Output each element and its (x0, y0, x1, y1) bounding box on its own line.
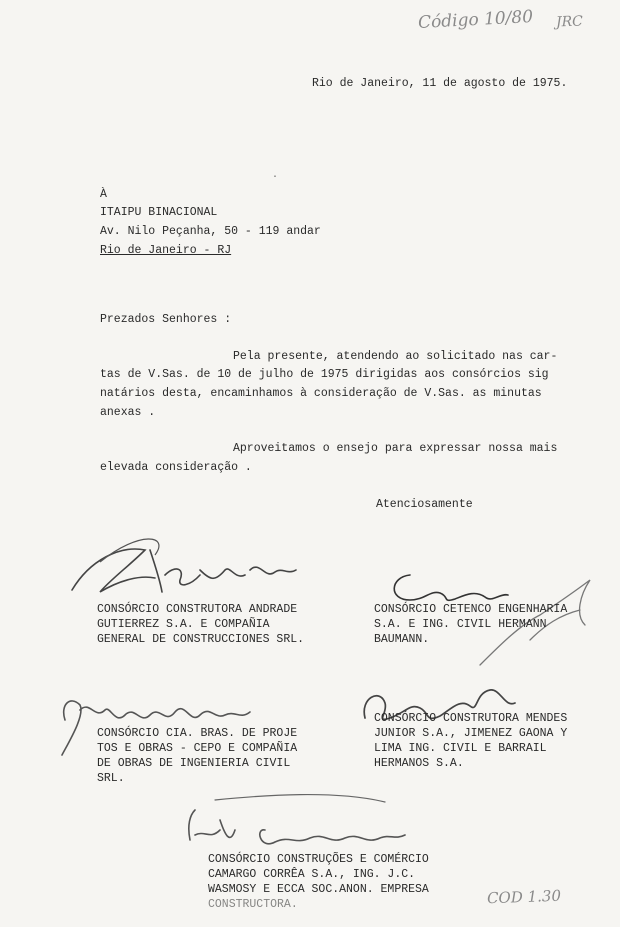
handwritten-signature (60, 520, 310, 610)
bottom-code-note: COD 1.30 (486, 886, 562, 908)
signatory-line: WASMOSY E ECCA SOC.ANON. EMPRESA (208, 883, 429, 896)
pencil-mark: · (272, 172, 279, 183)
body-line: anexas . (100, 406, 156, 419)
salutation: Prezados Senhores : (100, 313, 232, 326)
signatory-line: CONSÓRCIO CIA. BRAS. DE PROJE (97, 727, 298, 740)
recipient-address: Av. Nilo Peçanha, 50 - 119 andar (100, 225, 321, 238)
signatory-line: CONSÓRCIO CETENCO ENGENHARIA (374, 603, 568, 616)
body-line: Aproveitamos o ensejo para expressar nossa mais (233, 442, 558, 455)
body-line: Pela presente, atendendo ao solicitado nas car- (233, 350, 558, 363)
signatory-line: CONSÓRCIO CONSTRUTORA ANDRADE (97, 603, 298, 616)
signatory-line: DE OBRAS DE INGENIERIA CIVIL (97, 757, 291, 770)
signatory-line: GENERAL DE CONSTRUCCIONES SRL. (97, 633, 305, 646)
signatory-line: HERMANOS S.A. (374, 757, 464, 770)
signatory-line: S.A. E ING. CIVIL HERMANN (374, 618, 547, 631)
initials-note: JRC (555, 13, 584, 31)
signatory-line: GUTIERREZ S.A. E COMPAÑIA (97, 618, 270, 631)
signatory-line: LIMA ING. CIVIL E BARRAIL (374, 742, 547, 755)
closing: Atenciosamente (376, 498, 473, 511)
recipient-city: Rio de Janeiro - RJ (100, 244, 232, 257)
signatory-line: SRL. (97, 772, 125, 785)
signatory-line: CONSÓRCIO CONSTRUÇÕES E COMÉRCIO (208, 853, 429, 866)
signatory-line: BAUMANN. (374, 633, 430, 646)
signatory-line: CONSTRUCTORA. (208, 898, 298, 911)
place-date: Rio de Janeiro, 11 de agosto de 1975. (312, 77, 568, 90)
signatory-line: TOS E OBRAS - CEPO E COMPAÑIA (97, 742, 298, 755)
body-line: tas de V.Sas. de 10 de julho de 1975 dirigidas aos consórcios sig (100, 368, 549, 381)
archive-code-note: Código 10/80 (417, 7, 534, 33)
body-line: elevada consideração . (100, 461, 252, 474)
recipient-name: ITAIPU BINACIONAL (100, 206, 218, 219)
body-line: natários desta, encaminhamos à consideração de V.Sas. as minutas (100, 387, 542, 400)
signatory-line: JUNIOR S.A., JIMENEZ GAONA Y (374, 727, 568, 740)
signatory-line: CAMARGO CORRÊA S.A., ING. J.C. (208, 868, 416, 881)
recipient-prefix: À (100, 188, 107, 201)
signatory-line: CONSÓRCIO CONSTRUTORA MENDES (374, 712, 568, 725)
